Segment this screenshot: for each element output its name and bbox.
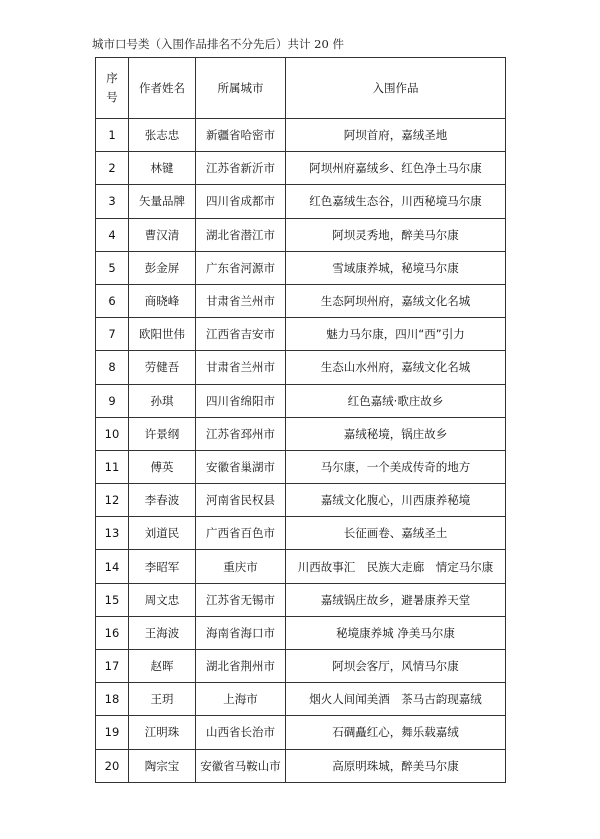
cell-seq: 2: [96, 152, 129, 185]
cell-work: 马尔康，一个美成传奇的地方: [286, 450, 506, 483]
cell-work: 阿坝会客厅，风情马尔康: [286, 650, 506, 683]
cell-seq: 11: [96, 450, 129, 483]
cell-city: 湖北省荆州市: [196, 650, 286, 683]
table-row: [96, 749, 506, 782]
cell-city: 上海市: [196, 683, 286, 716]
cell-city: 江苏省新沂市: [196, 152, 286, 185]
cell-seq: 10: [96, 417, 129, 450]
cell-city: 山西省长治市: [196, 716, 286, 749]
table-row: [96, 517, 506, 550]
table-row: [96, 318, 506, 351]
cell-seq: 18: [96, 683, 129, 716]
table-row: [96, 450, 506, 483]
cell-city: 四川省成都市: [196, 185, 286, 218]
cell-seq: 15: [96, 583, 129, 616]
cell-author: 商晓峰: [129, 284, 196, 317]
cell-work: 高原明珠城，醉美马尔康: [286, 749, 506, 782]
cell-author: 劳健吾: [129, 351, 196, 384]
cell-work: 阿坝州府嘉绒乡、红色净土马尔康: [286, 152, 506, 185]
cell-seq: 8: [96, 351, 129, 384]
table-row: [96, 218, 506, 251]
cell-city: 河南省民权县: [196, 484, 286, 517]
cell-author: 张志忠: [129, 119, 196, 152]
cell-work: 红色嘉绒·歌庄故乡: [286, 384, 506, 417]
table-row: [96, 384, 506, 417]
table-body: [96, 119, 506, 783]
table-row: [96, 417, 506, 450]
cell-author: 曹汉清: [129, 218, 196, 251]
table-row: [96, 583, 506, 616]
cell-author: 李春波: [129, 484, 196, 517]
cell-seq: 17: [96, 650, 129, 683]
cell-work: 嘉绒文化腹心，川西康养秘境: [286, 484, 506, 517]
cell-seq: 5: [96, 251, 129, 284]
header-seq-line1: 序: [106, 71, 118, 85]
cell-seq: 3: [96, 185, 129, 218]
cell-work: 阿坝灵秀地，醉美马尔康: [286, 218, 506, 251]
cell-work: 川西故事汇 民族大走廊 情定马尔康: [286, 550, 506, 583]
header-seq-line2: 号: [106, 90, 118, 104]
header-city: 所属城市: [196, 58, 286, 119]
cell-work: 魅力马尔康，四川“西”引力: [286, 318, 506, 351]
table-row: [96, 185, 506, 218]
cell-city: 重庆市: [196, 550, 286, 583]
cell-city: 甘肃省兰州市: [196, 284, 286, 317]
header-seq: [96, 58, 129, 119]
cell-author: 林键: [129, 152, 196, 185]
cell-seq: 19: [96, 716, 129, 749]
table-row: [96, 484, 506, 517]
cell-author: 傅英: [129, 450, 196, 483]
cell-city: 安徽省巢湖市: [196, 450, 286, 483]
cell-author: 欧阳世伟: [129, 318, 196, 351]
cell-city: 海南省海口市: [196, 616, 286, 649]
cell-work: 长征画卷、嘉绒圣土: [286, 517, 506, 550]
cell-author: 许景纲: [129, 417, 196, 450]
cell-author: 江明珠: [129, 716, 196, 749]
cell-city: 湖北省潜江市: [196, 218, 286, 251]
finalist-table: [95, 57, 506, 783]
cell-city: 广东省河源市: [196, 251, 286, 284]
table-row: [96, 119, 506, 152]
cell-city: 甘肃省兰州市: [196, 351, 286, 384]
cell-author: 彭金屏: [129, 251, 196, 284]
cell-work: 嘉绒秘境，锅庄故乡: [286, 417, 506, 450]
cell-seq: 9: [96, 384, 129, 417]
table-row: [96, 284, 506, 317]
cell-work: 阿坝首府，嘉绒圣地: [286, 119, 506, 152]
cell-city: 江西省吉安市: [196, 318, 286, 351]
cell-city: 安徽省马鞍山市: [196, 749, 286, 782]
table-row: [96, 683, 506, 716]
cell-seq: 12: [96, 484, 129, 517]
cell-work: 生态山水州府，嘉绒文化名城: [286, 351, 506, 384]
cell-author: 矢量品牌: [129, 185, 196, 218]
table-caption: 城市口号类（入围作品排名不分先后）共计 20 件: [92, 37, 344, 51]
cell-author: 李昭军: [129, 550, 196, 583]
cell-work: 雪域康养城，秘境马尔康: [286, 251, 506, 284]
cell-seq: 7: [96, 318, 129, 351]
table-row: [96, 251, 506, 284]
cell-work: 红色嘉绒生态谷，川西秘境马尔康: [286, 185, 506, 218]
table-row: [96, 351, 506, 384]
cell-author: 赵晖: [129, 650, 196, 683]
cell-work: 嘉绒锅庄故乡，避暑康养天堂: [286, 583, 506, 616]
cell-seq: 20: [96, 749, 129, 782]
cell-author: 王海波: [129, 616, 196, 649]
cell-work: 生态阿坝州府，嘉绒文化名城: [286, 284, 506, 317]
table-row: [96, 716, 506, 749]
table-row: [96, 650, 506, 683]
cell-city: 江苏省无锡市: [196, 583, 286, 616]
table-header-row: [96, 58, 506, 119]
cell-city: 四川省绵阳市: [196, 384, 286, 417]
table-row: [96, 550, 506, 583]
cell-seq: 14: [96, 550, 129, 583]
header-work: 入围作品: [286, 58, 506, 119]
cell-author: 孙琪: [129, 384, 196, 417]
table-row: [96, 152, 506, 185]
cell-author: 刘道民: [129, 517, 196, 550]
cell-seq: 6: [96, 284, 129, 317]
cell-author: 王玥: [129, 683, 196, 716]
cell-seq: 13: [96, 517, 129, 550]
header-author: 作者姓名: [129, 58, 196, 119]
cell-city: 江苏省邳州市: [196, 417, 286, 450]
cell-author: 陶宗宝: [129, 749, 196, 782]
cell-city: 广西省百色市: [196, 517, 286, 550]
cell-seq: 1: [96, 119, 129, 152]
cell-seq: 16: [96, 616, 129, 649]
cell-seq: 4: [96, 218, 129, 251]
cell-work: 秘境康养城 净美马尔康: [286, 616, 506, 649]
cell-author: 周文忠: [129, 583, 196, 616]
cell-city: 新疆省哈密市: [196, 119, 286, 152]
table-row: [96, 616, 506, 649]
cell-work: 烟火人间闻美酒 茶马古韵现嘉绒: [286, 683, 506, 716]
cell-work: 石碉矗红心，舞乐载嘉绒: [286, 716, 506, 749]
